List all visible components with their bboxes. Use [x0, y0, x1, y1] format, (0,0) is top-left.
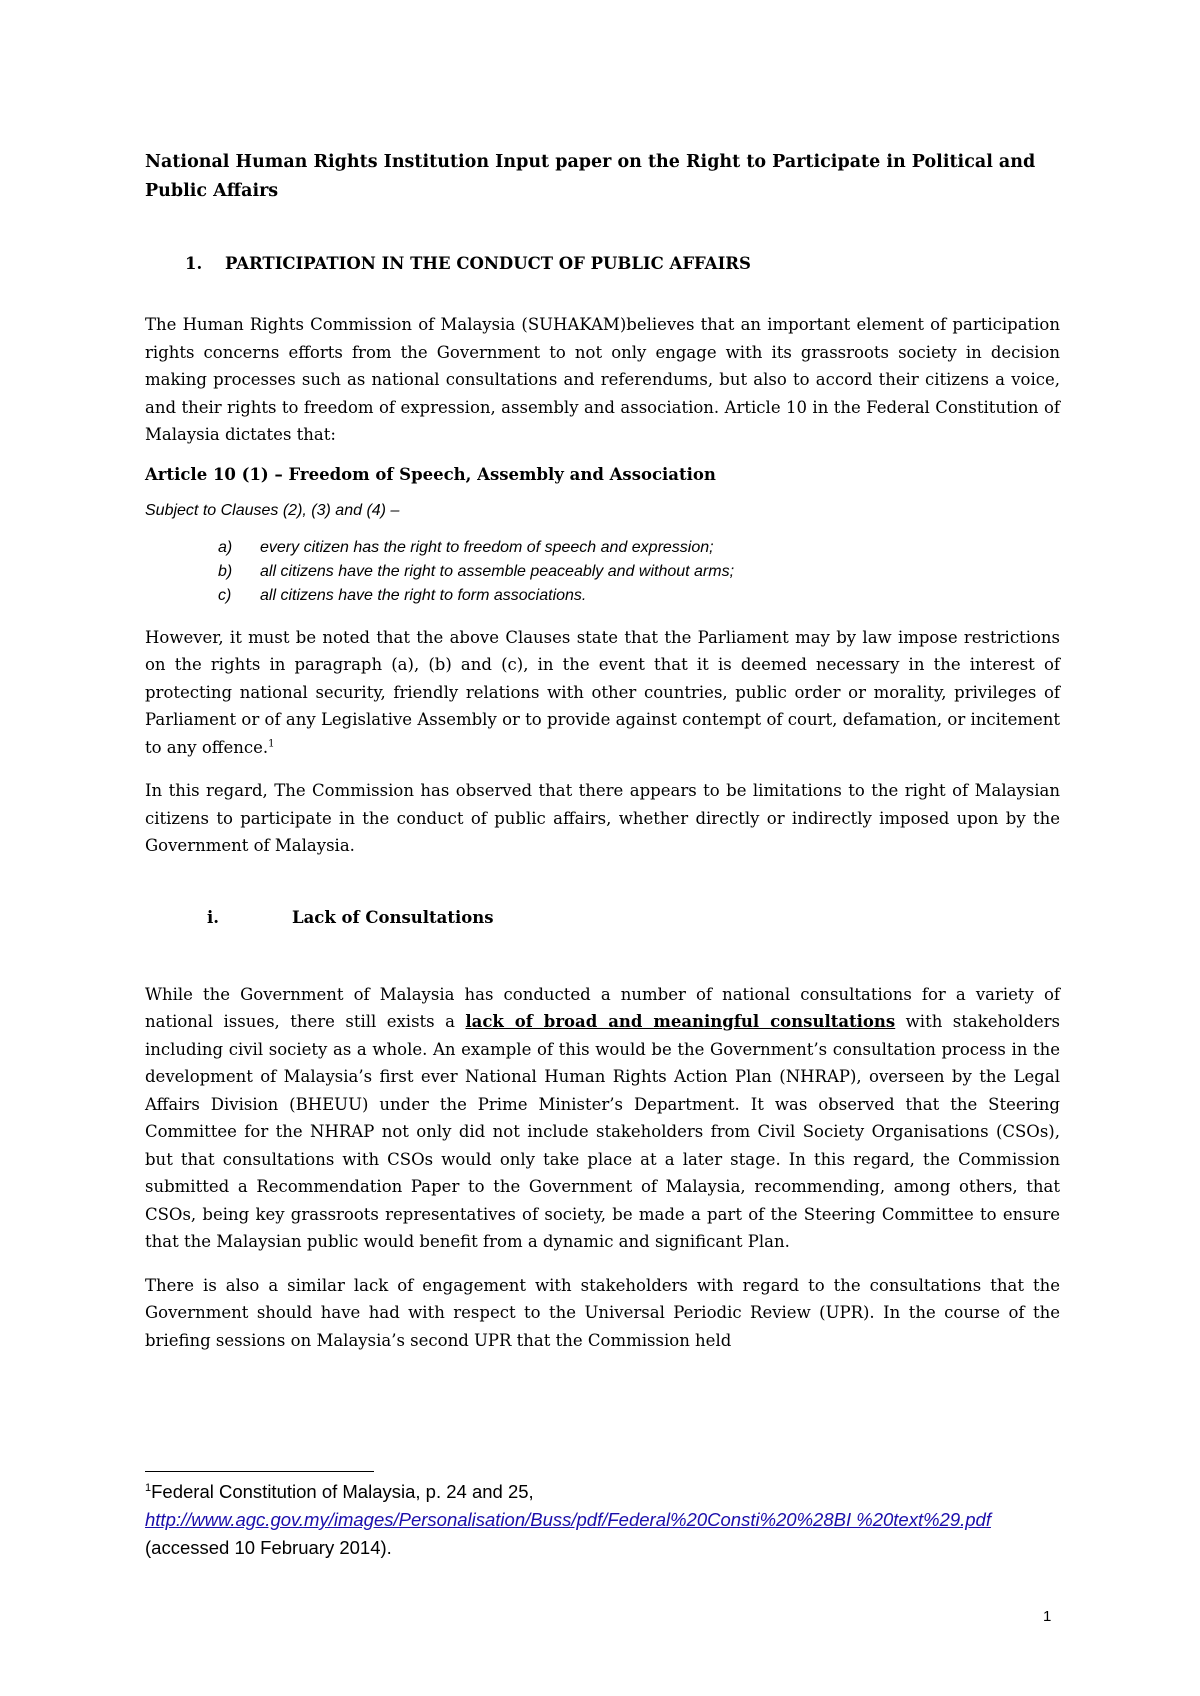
section-number: 1. — [185, 254, 203, 273]
footnote-mark: 1 — [145, 1481, 152, 1494]
paragraph-restrictions-text: However, it must be noted that the above Clauses state that the Parliament may by law impose restrictions on the rights in paragraph (a), (b) and (c), in the event that it is deemed necessary in the interest of protecting national security, friendly relations with other countries, public order or morality, privileges of Parliament or of any Legislative Assembly or to provide against contempt of court, defamation, or incitement to any offence. — [145, 627, 1060, 757]
page-number: 1 — [1043, 1608, 1052, 1625]
section-heading — [145, 254, 1060, 273]
list-item — [218, 584, 1060, 608]
document-title: National Human Rights Institution Input paper on the Right to Participate in Political and Public Affairs — [145, 152, 1036, 201]
article-heading: Article 10 (1) – Freedom of Speech, Assembly and Association — [145, 464, 716, 484]
paragraph-consultations — [145, 981, 1060, 1256]
clause-text: all citizens have the right to assemble peaceably and without arms; — [260, 562, 735, 580]
footnote — [145, 1478, 1060, 1562]
clause-text: every citizen has the right to freedom of speech and expression; — [260, 538, 714, 556]
clause-letter: b) — [218, 562, 233, 580]
subsection-title: Lack of Consultations — [292, 907, 494, 927]
subsection-number: i. — [207, 907, 220, 927]
footnote-accessed: (accessed 10 February 2014). — [145, 1537, 392, 1558]
footnote-divider — [145, 1471, 374, 1472]
clause-list — [145, 536, 1060, 608]
paragraph-limitations: In this regard, The Commission has observed that there appears to be limitations to the right of Malaysian citizens to participate in the conduct of public affairs, whether directly or indirectly imposed upon by the Government of Malaysia. — [145, 781, 1060, 855]
paragraph-consultations-end: with stakeholders including civil society as a whole. An example of this would be the Government’s consultation process in the development of Malaysia’s first ever National Human Rights Action Plan (NHRAP), overseen by the Legal Affairs Division (BHEUU) under the Prime Minister’s Department. It was observed that the Steering Committee for the NHRAP not only did not include stakeholders from Civil Society Organisations (CSOs), but that consultations with CSOs would only take place at a later stage. In this regard, the Commission submitted a Recommendation Paper to the Government of Malaysia, recommending, among others, that CSOs, being key grassroots representatives of society, be made a part of the Steering Committee to ensure that the Malaysian public would benefit from a dynamic and significant Plan. — [145, 1012, 1060, 1251]
clause-letter: c) — [218, 586, 232, 604]
subsection-heading — [145, 908, 1060, 927]
clause-letter: a) — [218, 538, 233, 556]
footnote-text: Federal Constitution of Malaysia, p. 24 and 25, — [151, 1481, 534, 1502]
paragraph-consultations-start: While the Government of Malaysia has conducted a number of national consultations for a variety of national issues, there still exists a — [145, 984, 1060, 1031]
paragraph-restrictions — [145, 624, 1060, 762]
list-item — [218, 560, 1060, 584]
paragraph-upr: There is also a similar lack of engagement with stakeholders with regard to the consultations that the Government should have had with respect to the Universal Periodic Review (UPR). In the course of the briefing sessions on Malaysia’s second UPR that the Commission held — [145, 1275, 1060, 1350]
paragraph-suhakam: The Human Rights Commission of Malaysia (SUHAKAM)believes that an important element of participation rights concerns efforts from the Government to not only engage with its grassroots society in decision making processes such as national consultations and referendums, but also to accord their citizens a voice, and their rights to freedom of expression, assembly and association. Article 10 in the Federal Constitution of Malaysia dictates that: — [145, 315, 1060, 444]
footnote-link[interactable]: http://www.agc.gov.my/images/Personalisation/Buss/pdf/Federal%20Consti%20%28BI %20text%29.pdf — [145, 1509, 991, 1530]
emphasis-text: lack of broad and meaningful consultations — [465, 1012, 896, 1031]
subject-line: Subject to Clauses (2), (3) and (4) – — [145, 501, 400, 519]
list-item — [218, 536, 1060, 560]
section-title: PARTICIPATION IN THE CONDUCT OF PUBLIC AFFAIRS — [225, 254, 751, 273]
document-body — [145, 148, 1060, 1354]
clause-text: all citizens have the right to form associations. — [260, 586, 587, 604]
footnote-reference[interactable]: 1 — [268, 738, 275, 749]
